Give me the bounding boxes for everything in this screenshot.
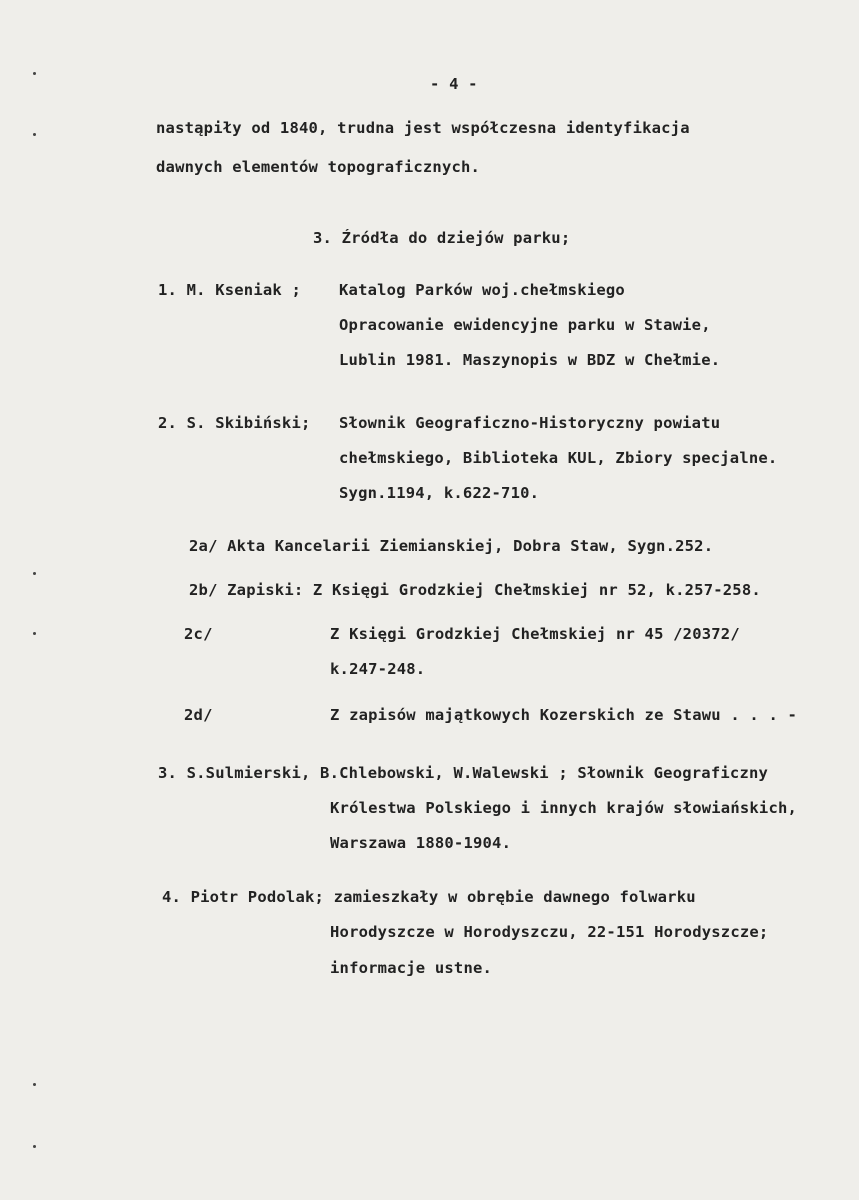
entry-line: Słownik Geograficzno-Historyczny powiatu [339, 414, 721, 432]
entry-line: Horodyszcze w Horodyszczu, 22-151 Horodyszcze; [330, 923, 769, 941]
entry-line: Lublin 1981. Maszynopis w BDZ w Chełmie. [339, 351, 721, 369]
entry-label: 2. S. Skibiński; [158, 414, 311, 432]
entry-line: Z Księgi Grodzkiej Chełmskiej nr 45 /20372/ [330, 625, 740, 643]
entry-line: Sygn.1194, k.622-710. [339, 484, 540, 502]
entry-line: 2a/ Akta Kancelarii Ziemianskiej, Dobra Staw, Sygn.252. [189, 537, 714, 555]
entry-label: 2c/ [184, 625, 213, 643]
section-heading: 3. Źródła do dziejów parku; [313, 229, 571, 247]
intro-line: nastąpiły od 1840, trudna jest współczesna identyfikacja [156, 119, 690, 137]
entry-line: informacje ustne. [330, 959, 493, 977]
entry-line: 3. S.Sulmierski, B.Chlebowski, W.Walewski ; Słownik Geograficzny [158, 764, 769, 782]
entry-line: chełmskiego, Biblioteka KUL, Zbiory specjalne. [339, 449, 778, 467]
entry-line: 4. Piotr Podolak; zamieszkały w obrębie dawnego folwarku [162, 888, 696, 906]
intro-line: dawnych elementów topograficznych. [156, 158, 481, 176]
entry-line: Opracowanie ewidencyjne parku w Stawie, [339, 316, 711, 334]
page-number: - 4 - [430, 75, 478, 93]
entry-line: Warszawa 1880-1904. [330, 834, 512, 852]
entry-label: 1. M. Kseniak ; [158, 281, 301, 299]
margin-mark [33, 133, 36, 136]
entry-line: Królestwa Polskiego i innych krajów słowiańskich, [330, 799, 798, 817]
entry-label: 2d/ [184, 706, 213, 724]
margin-mark [33, 632, 36, 635]
margin-mark [33, 572, 36, 575]
margin-mark [33, 1083, 36, 1086]
margin-mark [33, 1145, 36, 1148]
entry-line: k.247-248. [330, 660, 426, 678]
entry-line: Katalog Parków woj.chełmskiego [339, 281, 625, 299]
entry-line: Z zapisów majątkowych Kozerskich ze Stawu . . . - [330, 706, 798, 724]
entry-line: 2b/ Zapiski: Z Księgi Grodzkiej Chełmskiej nr 52, k.257-258. [189, 581, 761, 599]
margin-mark [33, 72, 36, 75]
